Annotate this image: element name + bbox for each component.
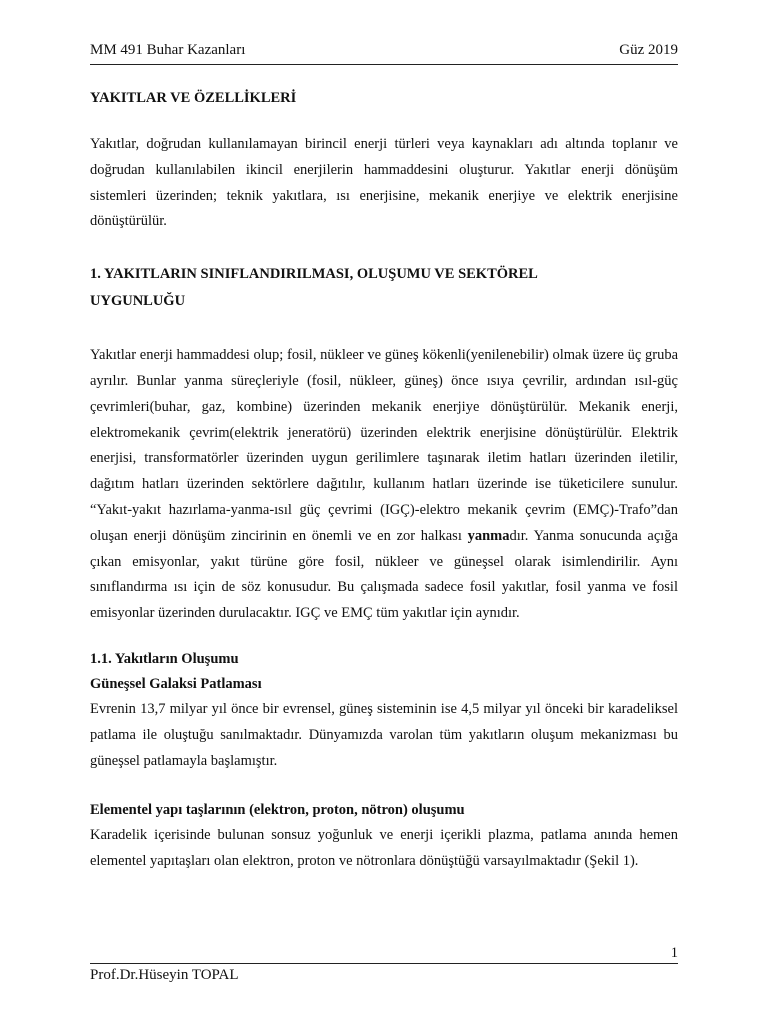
page-content — [90, 88, 678, 875]
topic-2-paragraph: Karadelik içerisinde bulunan sonsuz yoğunluk ve enerji içerikli plazma, patlama anında hemen elementel yapıtaşları olan elektron, proton ve nötronlara dönüştüğü varsayılmaktadır (Şekil 1). — [90, 827, 678, 870]
footer-divider — [90, 963, 678, 964]
subsection-1-1-heading: 1.1. Yakıtların Oluşumu — [90, 650, 239, 667]
section-1-text-part1: Yakıtlar enerji hammaddesi olup; fosil, nükleer ve güneş kökenli(yenilenebilir) olmak üzere üç gruba ayrılır. Bunlar yanma süreçleriyle (fosil, nükleer, güneş) önce ısıya çevrilir, ardından ısıl-güç çevrimleri(buhar, gaz, kombine) üzerinden mekanik enerjiye dönüştürülür. Mekanik enerji, elektromekanik çevrim(elektrik jeneratörü) üzerinden elektrik enerjisine dönüştürülür. Elektrik enerjisi, transformatörler üzerinden uygun gerilimlere taşınarak iletim hatları üzerinden iletilir, dağıtım hatları üzerinden sektörlere dağıtılır, kullanım hatları üzerinde ise tüketicilere sunulur. “Yakıt-yakıt hazırlama-yanma-ısıl güç çevrimi (IGÇ)-elektro mekanik çevrim (EMÇ)-Trafo”dan oluşan enerji dönüşüm zincirinin en önemli ve en zor halkası — [90, 347, 678, 544]
intro-paragraph: Yakıtlar, doğrudan kullanılamayan birincil enerji türleri veya kaynakları adı altında toplanır ve doğrudan kullanılabilen ikincil enerjilerin hammaddesini oluşturur. Yakıtlar enerji dönüşüm sistemleri üzerinden; teknik yakıtlara, ısı enerjisine, mekanik enerjiye ve elektrik enerjisine dönüştürülür. — [90, 136, 678, 230]
header-divider — [90, 64, 678, 65]
section-1-paragraph — [90, 343, 678, 627]
header-term: Güz 2019 — [619, 42, 678, 58]
page-header — [90, 40, 678, 60]
section-1-text-part2: dır. Yanma sonucunda açığa çıkan emisyonlar, yakıt türüne göre fosil, nükleer ve güneşsel olarak isimlendirilir. Aynı sınıflandırma ısı için de söz konusudur. Bu çalışmada sadece fosil yakıtlar, fosil yanma ve fosil emisyonlar üzerinden durulacaktır. IGÇ ve EMÇ tüm yakıtlar için aynıdır. — [90, 527, 678, 622]
document-title: YAKITLAR VE ÖZELLİKLERİ — [90, 90, 297, 106]
topic-1-heading: Güneşsel Galaksi Patlaması — [90, 675, 262, 692]
page-number: 1 — [670, 945, 678, 961]
section-1-heading — [90, 261, 678, 315]
section-1-bold-term: yanma — [467, 527, 510, 544]
footer-author: Prof.Dr.Hüseyin TOPAL — [90, 967, 239, 983]
section-1-heading-line1: 1. YAKITLARIN SINIFLANDIRILMASI, OLUŞUMU VE SEKTÖREL — [90, 266, 538, 283]
section-1-heading-line2: UYGUNLUĞU — [90, 293, 186, 310]
topic-2-heading: Elementel yapı taşlarının (elektron, proton, nötron) oluşumu — [90, 802, 465, 819]
header-course: MM 491 Buhar Kazanları — [90, 42, 246, 58]
topic-1-paragraph: Evrenin 13,7 milyar yıl önce bir evrensel, güneş sisteminin ise 4,5 milyar yıl önceki bir karadeliksel patlama ile oluştuğu sanılmaktadır. Dünyamızda varolan tüm yakıtların oluşum mekanizması bu güneşsel patlamayla başlamıştır. — [90, 700, 678, 769]
